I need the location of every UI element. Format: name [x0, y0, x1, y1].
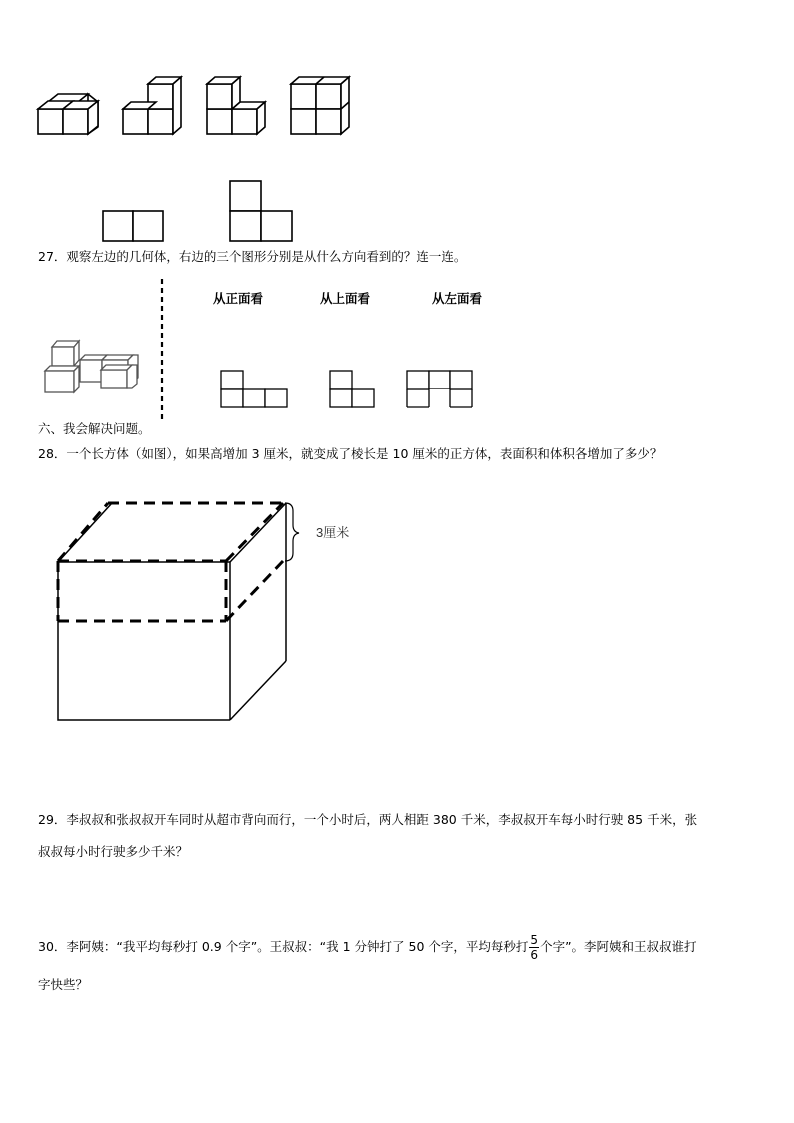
question-30-line-1 [38, 932, 697, 962]
question-27-text: 27．观察左边的几何体，右边的三个图形分别是从什么方向看到的？连一连。 [38, 249, 467, 264]
view-label-top: 从上面看 [320, 291, 371, 306]
question-29-line-1: 29．李叔叔和张叔叔开车同时从超市背向而行，一个小时后，两人相距 380 千米，李叔叔开车每小时行驶 85 千米，张 [38, 812, 698, 827]
fraction-numerator: 5 [530, 933, 539, 947]
question-29-line-2: 叔叔每小时行驶多少千米？ [38, 844, 189, 859]
section-6-title: 六、我会解决问题。 [38, 421, 151, 436]
view-label-left: 从左面看 [432, 291, 483, 306]
fraction-denominator: 6 [530, 948, 539, 962]
question-28-text: 28．一个长方体（如图），如果高增加 3 厘米，就变成了棱长是 10 厘米的正方体，表面积和体积各增加了多少？ [38, 446, 663, 461]
dimension-label: 3厘米 [316, 525, 350, 540]
view-label-front: 从正面看 [213, 291, 264, 306]
fraction-five-sixths [529, 934, 539, 961]
question-30-line-2: 字快些？ [38, 977, 89, 992]
dimension-brace [285, 503, 299, 561]
question-30-part-2: 个字”。李阿姨和王叔叔谁打 [540, 939, 697, 954]
question-30-part-1: 30．李阿姨：“我平均每秒打 0.9 个字”。王叔叔：“我 1 分钟打了 50 个字，平均每秒打 [38, 939, 529, 954]
